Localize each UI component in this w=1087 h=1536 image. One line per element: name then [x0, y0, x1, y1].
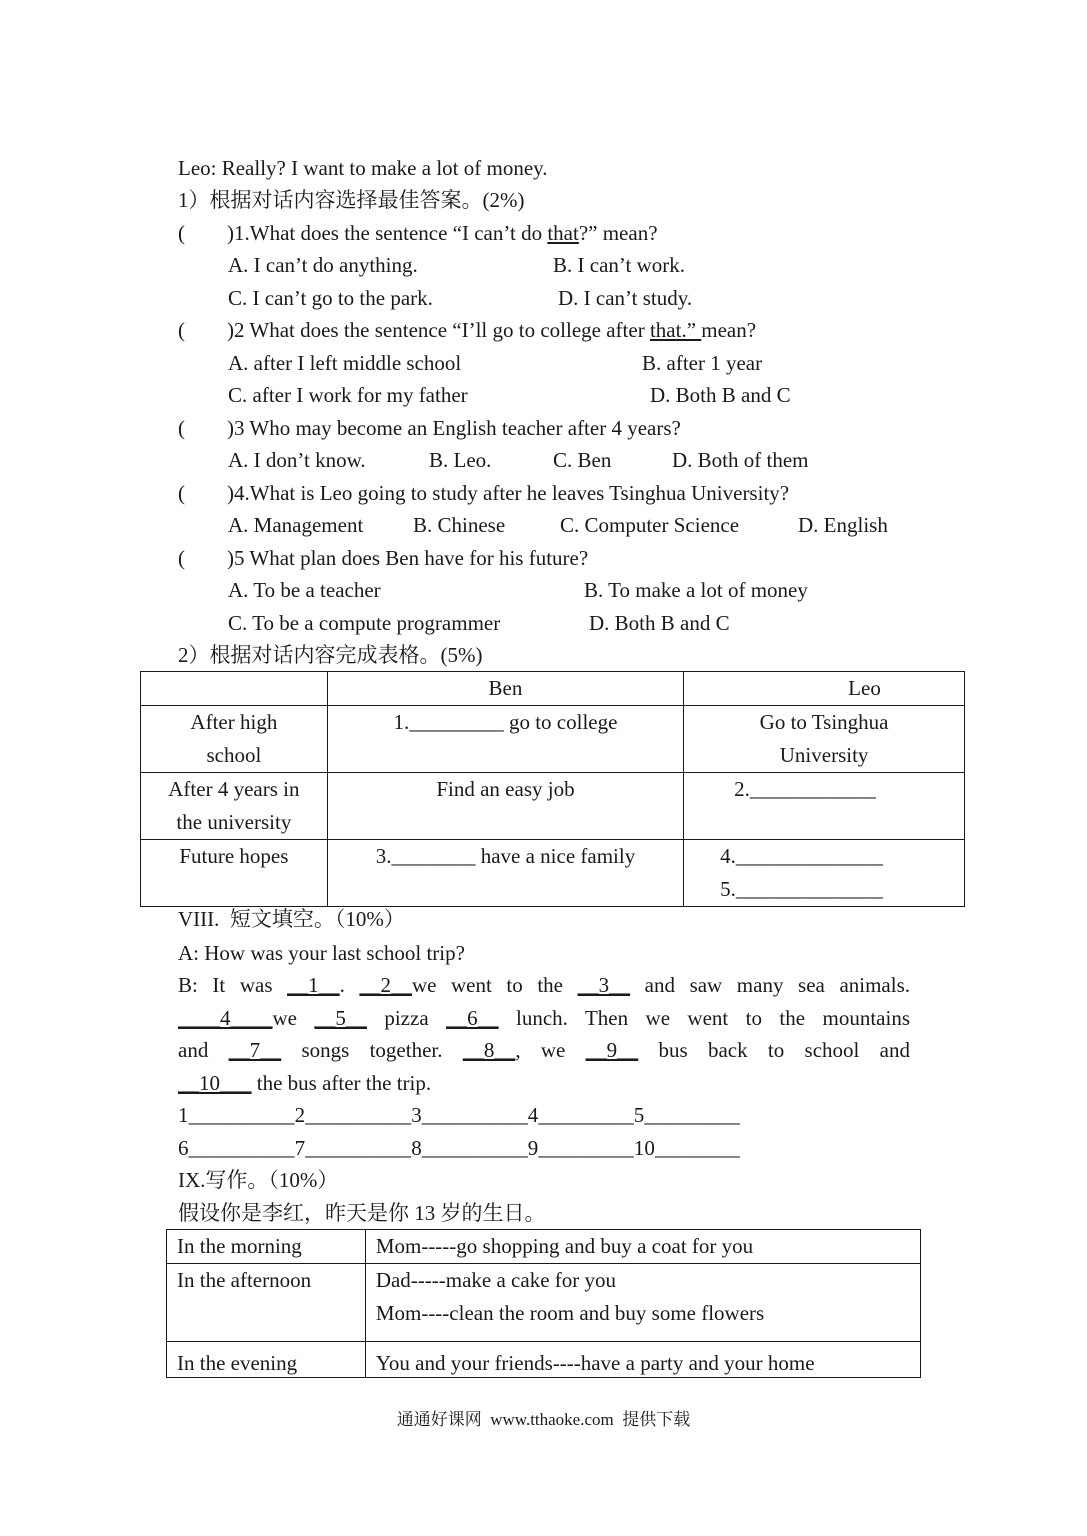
cloze-text: and [178, 1038, 229, 1062]
row-label-line: the university [176, 810, 292, 834]
question-stem: 1.What does the sentence “I can’t do [234, 221, 548, 245]
footer: 通通好课网 www.tthaoke.com 提供下载 [396, 1410, 691, 1429]
row-label [141, 706, 328, 773]
row-label-line: After 4 years in [168, 777, 300, 801]
cloze-line-2 [178, 1002, 910, 1035]
leo-cell-line: 4.______________ [720, 844, 883, 868]
option-b: B. after 1 year [642, 351, 763, 375]
cloze-blank[interactable]: __1__ [287, 973, 340, 997]
leo-cell-line: 5.______________ [720, 877, 883, 901]
table-header-empty [141, 672, 328, 706]
option-c: C. Ben [553, 448, 612, 472]
question-stem: 4.What is Leo going to study after he leaves Tsinghua University? [234, 481, 790, 505]
cloze-text: , we [515, 1038, 586, 1062]
cloze-blank[interactable]: __9__ [585, 1038, 639, 1062]
option-c: C. after I work for my father [228, 383, 468, 407]
section9-heading: IX.写作。（10%） [178, 1168, 339, 1192]
option-d: D. Both of them [672, 448, 809, 472]
plan-cell: Mom-----go shopping and buy a coat for you [365, 1230, 920, 1264]
leo-cell [684, 706, 965, 773]
time-cell: In the evening [167, 1342, 366, 1378]
cloze-blank[interactable]: __10___ [178, 1071, 252, 1095]
cloze-line-1 [178, 969, 910, 1002]
question-stem: 2 What does the sentence “I’ll go to college after [234, 318, 650, 342]
option-d: D. Both B and C [650, 383, 791, 407]
part2-heading: 2）根据对话内容完成表格。(5%) [178, 643, 483, 667]
option-b: B. I can’t work. [553, 253, 685, 277]
cloze-text: songs together. [281, 1038, 463, 1062]
question-stem-end: mean? [701, 318, 757, 342]
question-4 [178, 477, 789, 509]
cloze-blank[interactable]: __5__ [314, 1006, 367, 1030]
dialog-line: Leo: Really? I want to make a lot of money. [178, 156, 548, 180]
answer-paren[interactable]: ( ) [178, 546, 234, 570]
part1-heading: 1）根据对话内容选择最佳答案。(2%) [178, 188, 525, 212]
option-a: A. I don’t know. [228, 448, 366, 472]
leo-cell[interactable] [684, 840, 965, 907]
question-1 [178, 217, 658, 249]
cloze-blank[interactable]: ____4____ [178, 1006, 273, 1030]
underlined-word: that [547, 221, 579, 245]
time-cell: In the afternoon [167, 1264, 366, 1342]
cloze-text: pizza [366, 1006, 447, 1030]
leo-cell[interactable]: 2.____________ [684, 773, 965, 840]
row-label-line: After high [190, 710, 278, 734]
leo-cell-line: University [779, 743, 869, 767]
table-header-ben: Ben [327, 672, 683, 706]
question-stem: 5 What plan does Ben have for his future? [234, 546, 589, 570]
cloze-text: we went to the [411, 973, 578, 997]
cloze-blank[interactable]: __7__ [228, 1038, 282, 1062]
option-c: C. To be a compute programmer [228, 611, 501, 635]
section8-heading: VIII. 短文填空。（10%） [178, 907, 405, 931]
dialog-line-a: A: How was your last school trip? [178, 941, 465, 965]
ben-cell[interactable]: 1._________ go to college [327, 706, 683, 773]
cloze-text: B: It was [178, 973, 288, 997]
birthday-table [166, 1229, 921, 1378]
option-a: A. after I left middle school [228, 351, 462, 375]
question-3 [178, 412, 681, 444]
answer-paren[interactable]: ( ) [178, 318, 234, 342]
plan-cell: You and your friends----have a party and your home [365, 1342, 920, 1378]
plan-line: Mom----clean the room and buy some flowers [375, 1301, 765, 1325]
answer-blanks-row-1[interactable]: 1__________2__________3__________4_________5_________ [178, 1103, 740, 1127]
option-b: B. Leo. [429, 448, 492, 472]
row-label-line: school [206, 743, 262, 767]
row-label [141, 773, 328, 840]
cloze-text: the bus after the trip. [251, 1071, 432, 1095]
cloze-line-4 [178, 1067, 431, 1099]
ben-cell: Find an easy job [327, 773, 683, 840]
cloze-text: bus back to school and [638, 1038, 911, 1062]
plans-table [140, 671, 965, 907]
leo-cell-line: Go to Tsinghua [759, 710, 889, 734]
cloze-blank[interactable]: __2__ [359, 973, 412, 997]
row-label: Future hopes [141, 840, 328, 907]
time-cell: In the morning [167, 1230, 366, 1264]
option-c: C. I can’t go to the park. [228, 286, 433, 310]
plan-line: Dad-----make a cake for you [375, 1268, 617, 1292]
ben-cell[interactable]: 3.________ have a nice family [327, 840, 683, 907]
question-stem-end: ?” mean? [578, 221, 658, 245]
writing-prompt: 假设你是李红，昨天是你 13 岁的生日。 [178, 1201, 546, 1225]
answer-paren[interactable]: ( ) [178, 416, 234, 440]
cloze-text: and saw many sea animals. [630, 973, 911, 997]
cloze-blank[interactable]: __3__ [577, 973, 631, 997]
question-2 [178, 314, 756, 346]
cloze-text: we [272, 1006, 315, 1030]
option-d: D. Both B and C [589, 611, 730, 635]
option-a: A. I can’t do anything. [228, 253, 418, 277]
answer-paren[interactable]: ( ) [178, 481, 234, 505]
option-c: C. Computer Science [560, 513, 740, 537]
option-a: A. Management [228, 513, 364, 537]
table-header-leo: Leo [684, 672, 965, 706]
cloze-line-3 [178, 1034, 910, 1067]
option-b: B. Chinese [413, 513, 506, 537]
option-d: D. English [798, 513, 888, 537]
answer-paren[interactable]: ( ) [178, 221, 234, 245]
cloze-blank[interactable]: __6__ [446, 1006, 499, 1030]
option-b: B. To make a lot of money [584, 578, 808, 602]
underlined-word: that.” [649, 318, 702, 342]
answer-blanks-row-2[interactable]: 6__________7__________8__________9_________10________ [178, 1136, 740, 1160]
question-5 [178, 542, 588, 574]
cloze-text: lunch. Then we went to the mountains [498, 1006, 911, 1030]
cloze-text: . [339, 973, 360, 997]
cloze-blank[interactable]: __8__ [462, 1038, 516, 1062]
question-stem: 3 Who may become an English teacher after 4 years? [234, 416, 681, 440]
option-a: A. To be a teacher [228, 578, 381, 602]
plan-cell [365, 1264, 920, 1342]
option-d: D. I can’t study. [558, 286, 693, 310]
